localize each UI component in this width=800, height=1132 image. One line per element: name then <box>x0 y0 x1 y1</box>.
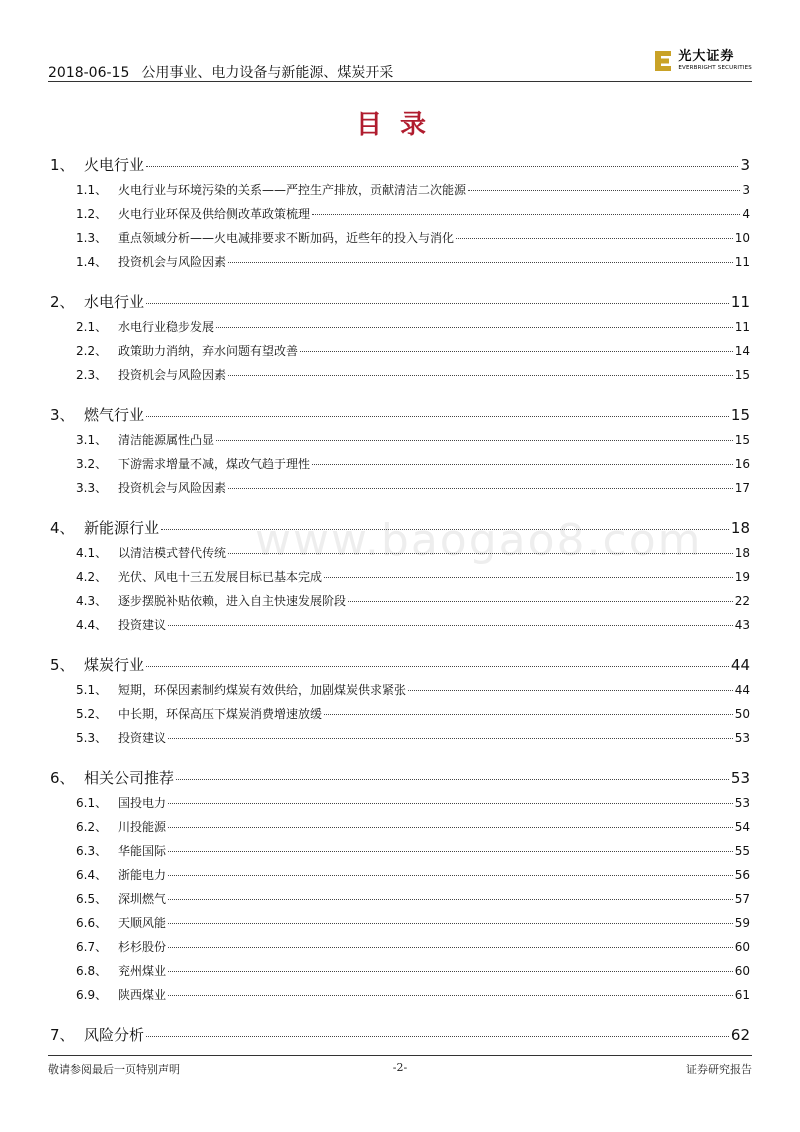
toc-entry-page: 4 <box>742 207 750 221</box>
toc-subsection-entry[interactable] <box>50 866 750 890</box>
toc-entry-page: 53 <box>734 796 750 810</box>
toc-subsection-entry[interactable] <box>50 592 750 616</box>
toc-entry-number: 6.6、 <box>76 916 108 930</box>
page-header <box>48 40 752 80</box>
toc-dot-leader <box>312 464 733 465</box>
toc-dot-leader <box>228 553 733 554</box>
toc-chapter-entry[interactable] <box>50 1024 750 1051</box>
toc-entry-page: 55 <box>734 844 750 858</box>
toc-subsection-entry[interactable] <box>50 914 750 938</box>
table-of-contents <box>50 150 750 1051</box>
toc-entry-number: 5.2、 <box>76 707 108 721</box>
toc-entry-number: 2.1、 <box>76 320 108 334</box>
toc-entry-number: 5.3、 <box>76 731 108 745</box>
toc-entry-page: 15 <box>734 368 750 382</box>
toc-entry-title: 投资机会与风险因素 <box>118 255 227 269</box>
toc-entry-number: 4.2、 <box>76 570 108 584</box>
toc-entry-number: 1.3、 <box>76 231 108 245</box>
toc-section <box>50 291 750 400</box>
toc-subsection-entry[interactable] <box>50 705 750 729</box>
toc-entry-title: 天顺风能 <box>118 916 167 930</box>
toc-entry-title: 新能源行业 <box>84 519 160 537</box>
toc-entry-title: 陕西煤业 <box>118 988 167 1002</box>
toc-dot-leader <box>228 375 733 376</box>
toc-entry-number: 1.4、 <box>76 255 108 269</box>
toc-entry-page: 17 <box>734 481 750 495</box>
toc-subsection-entry[interactable] <box>50 366 750 390</box>
toc-entry-number: 3、 <box>50 406 75 424</box>
toc-entry-title: 逐步摆脱补贴依赖，进入自主快速发展阶段 <box>118 594 347 608</box>
toc-subsection-entry[interactable] <box>50 479 750 503</box>
toc-entry-title: 短期，环保因素制约煤炭有效供给，加剧煤炭供求紧张 <box>118 683 407 697</box>
toc-entry-title: 川投能源 <box>118 820 167 834</box>
toc-entry-page: 44 <box>730 656 750 674</box>
toc-subsection-entry[interactable] <box>50 205 750 229</box>
toc-entry-number: 3.1、 <box>76 433 108 447</box>
toc-entry-title: 清洁能源属性凸显 <box>118 433 215 447</box>
toc-entry-page: 59 <box>734 916 750 930</box>
toc-entry-number: 3.2、 <box>76 457 108 471</box>
page-number: -2- <box>392 1061 408 1074</box>
report-date: 2018-06-15 <box>48 65 130 81</box>
toc-entry-page: 61 <box>734 988 750 1002</box>
toc-entry-page: 10 <box>734 231 750 245</box>
toc-entry-number: 6.9、 <box>76 988 108 1002</box>
toc-entry-number: 2.3、 <box>76 368 108 382</box>
toc-dot-leader <box>146 166 738 167</box>
toc-entry-number: 4.3、 <box>76 594 108 608</box>
toc-dot-leader <box>228 488 733 489</box>
toc-entry-page: 14 <box>734 344 750 358</box>
toc-entry-number: 4.1、 <box>76 546 108 560</box>
toc-subsection-entry[interactable] <box>50 616 750 640</box>
toc-entry-title: 重点领域分析——火电减排要求不断加码，近些年的投入与消化 <box>118 231 455 245</box>
toc-entry-title: 国投电力 <box>118 796 167 810</box>
toc-entry-title: 杉杉股份 <box>118 940 167 954</box>
toc-entry-page: 15 <box>730 406 750 424</box>
toc-subsection-entry[interactable] <box>50 794 750 818</box>
toc-entry-page: 11 <box>734 320 750 334</box>
logo-icon <box>654 50 672 72</box>
toc-entry-title: 华能国际 <box>118 844 167 858</box>
toc-dot-leader <box>168 851 733 852</box>
logo-chinese-name: 光大证券 <box>678 49 735 65</box>
toc-dot-leader <box>312 214 740 215</box>
toc-subsection-entry[interactable] <box>50 229 750 253</box>
toc-chapter-entry[interactable] <box>50 291 750 318</box>
toc-subsection-entry[interactable] <box>50 431 750 455</box>
toc-dot-leader <box>216 440 733 441</box>
toc-entry-title: 水电行业 <box>84 293 145 311</box>
toc-entry-number: 6.3、 <box>76 844 108 858</box>
toc-subsection-entry[interactable] <box>50 253 750 277</box>
toc-entry-number: 6.1、 <box>76 796 108 810</box>
toc-entry-title: 投资机会与风险因素 <box>118 368 227 382</box>
toc-entry-number: 6.4、 <box>76 868 108 882</box>
toc-entry-page: 56 <box>734 868 750 882</box>
toc-dot-leader <box>468 190 740 191</box>
toc-subsection-entry[interactable] <box>50 818 750 842</box>
toc-section <box>50 154 750 287</box>
toc-entry-number: 5.1、 <box>76 683 108 697</box>
toc-entry-number: 1.2、 <box>76 207 108 221</box>
toc-subsection-entry[interactable] <box>50 842 750 866</box>
toc-entry-number: 5、 <box>50 656 75 674</box>
footer-disclaimer: 敬请参阅最后一页特别声明 <box>48 1063 180 1076</box>
toc-subsection-entry[interactable] <box>50 729 750 753</box>
toc-entry-title: 政策助力消纳，弃水问题有望改善 <box>118 344 299 358</box>
toc-entry-number: 6.8、 <box>76 964 108 978</box>
toc-entry-page: 57 <box>734 892 750 906</box>
toc-entry-title: 相关公司推荐 <box>84 769 175 787</box>
toc-entry-title: 燃气行业 <box>84 406 145 424</box>
toc-entry-title: 火电行业与环境污染的关系——严控生产排放，贡献清洁二次能源 <box>118 183 467 197</box>
toc-entry-page: 18 <box>734 546 750 560</box>
header-text <box>48 62 393 82</box>
toc-entry-number: 4、 <box>50 519 75 537</box>
toc-dot-leader <box>168 803 733 804</box>
toc-dot-leader <box>324 577 733 578</box>
toc-entry-page: 53 <box>730 769 750 787</box>
toc-entry-page: 11 <box>734 255 750 269</box>
toc-dot-leader <box>348 601 733 602</box>
toc-entry-page: 50 <box>734 707 750 721</box>
toc-entry-number: 1、 <box>50 156 75 174</box>
toc-entry-page: 3 <box>742 183 750 197</box>
toc-subsection-entry[interactable] <box>50 181 750 205</box>
footer-divider <box>48 1055 752 1056</box>
toc-entry-number: 7、 <box>50 1026 75 1044</box>
toc-section <box>50 1024 750 1051</box>
toc-entry-title: 浙能电力 <box>118 868 167 882</box>
toc-entry-page: 54 <box>734 820 750 834</box>
toc-dot-leader <box>216 327 733 328</box>
toc-dot-leader <box>168 923 733 924</box>
toc-chapter-entry[interactable] <box>50 517 750 544</box>
toc-entry-title: 以清洁模式替代传统 <box>118 546 227 560</box>
toc-dot-leader <box>168 995 733 996</box>
toc-dot-leader <box>168 971 733 972</box>
toc-entry-title: 投资机会与风险因素 <box>118 481 227 495</box>
toc-entry-page: 19 <box>734 570 750 584</box>
toc-entry-page: 11 <box>730 293 750 311</box>
toc-dot-leader <box>146 303 729 304</box>
toc-dot-leader <box>300 351 733 352</box>
toc-dot-leader <box>176 779 729 780</box>
toc-subsection-entry[interactable] <box>50 568 750 592</box>
toc-dot-leader <box>456 238 733 239</box>
toc-dot-leader <box>161 529 729 530</box>
toc-chapter-entry[interactable] <box>50 767 750 794</box>
toc-dot-leader <box>168 947 733 948</box>
logo-english-name: EVERBRIGHT SECURITIES <box>678 65 752 72</box>
toc-entry-page: 60 <box>734 964 750 978</box>
page-title: 目录 <box>355 110 444 140</box>
header-divider <box>48 81 752 82</box>
toc-entry-number: 6、 <box>50 769 75 787</box>
toc-subsection-entry[interactable] <box>50 544 750 568</box>
toc-entry-page: 16 <box>734 457 750 471</box>
toc-subsection-entry[interactable] <box>50 342 750 366</box>
toc-entry-title: 下游需求增量不减，煤改气趋于理性 <box>118 457 311 471</box>
toc-entry-page: 15 <box>734 433 750 447</box>
toc-entry-title: 深圳燃气 <box>118 892 167 906</box>
toc-entry-page: 43 <box>734 618 750 632</box>
toc-entry-title: 中长期，环保高压下煤炭消费增速放缓 <box>118 707 323 721</box>
toc-entry-number: 2、 <box>50 293 75 311</box>
toc-subsection-entry[interactable] <box>50 890 750 914</box>
toc-entry-page: 62 <box>730 1026 750 1044</box>
toc-dot-leader <box>168 875 733 876</box>
toc-section <box>50 654 750 763</box>
toc-entry-number: 1.1、 <box>76 183 108 197</box>
toc-entry-title: 风险分析 <box>84 1026 145 1044</box>
toc-entry-title: 火电行业 <box>84 156 145 174</box>
toc-dot-leader <box>146 1036 729 1037</box>
company-logo <box>654 50 752 72</box>
toc-entry-page: 53 <box>734 731 750 745</box>
toc-dot-leader <box>324 714 733 715</box>
toc-entry-title: 光伏、风电十三五发展目标已基本完成 <box>118 570 323 584</box>
toc-chapter-entry[interactable] <box>50 404 750 431</box>
toc-entry-number: 4.4、 <box>76 618 108 632</box>
toc-section <box>50 404 750 513</box>
toc-section <box>50 767 750 1020</box>
toc-subsection-entry[interactable] <box>50 938 750 962</box>
toc-entry-title: 煤炭行业 <box>84 656 145 674</box>
toc-chapter-entry[interactable] <box>50 154 750 181</box>
toc-entry-page: 18 <box>730 519 750 537</box>
toc-entry-number: 6.7、 <box>76 940 108 954</box>
toc-entry-title: 火电行业环保及供给侧改革政策梳理 <box>118 207 311 221</box>
toc-entry-title: 兖州煤业 <box>118 964 167 978</box>
toc-dot-leader <box>168 625 733 626</box>
toc-dot-leader <box>146 666 729 667</box>
toc-entry-page: 44 <box>734 683 750 697</box>
toc-section <box>50 517 750 650</box>
toc-subsection-entry[interactable] <box>50 455 750 479</box>
toc-dot-leader <box>168 899 733 900</box>
toc-entry-number: 6.2、 <box>76 820 108 834</box>
toc-entry-page: 22 <box>734 594 750 608</box>
toc-dot-leader <box>408 690 733 691</box>
toc-entry-number: 6.5、 <box>76 892 108 906</box>
toc-entry-title: 投资建议 <box>118 731 167 745</box>
toc-dot-leader <box>168 827 733 828</box>
watermark-text: www.baogao8.com <box>255 515 703 566</box>
toc-entry-title: 水电行业稳步发展 <box>118 320 215 334</box>
toc-subsection-entry[interactable] <box>50 962 750 986</box>
toc-chapter-entry[interactable] <box>50 654 750 681</box>
toc-entry-title: 投资建议 <box>118 618 167 632</box>
toc-entry-number: 3.3、 <box>76 481 108 495</box>
toc-entry-number: 2.2、 <box>76 344 108 358</box>
toc-dot-leader <box>168 738 733 739</box>
toc-entry-page: 3 <box>740 156 750 174</box>
toc-dot-leader <box>228 262 733 263</box>
toc-dot-leader <box>146 416 729 417</box>
footer-report-type: 证券研究报告 <box>686 1063 752 1076</box>
toc-subsection-entry[interactable] <box>50 318 750 342</box>
toc-entry-page: 60 <box>734 940 750 954</box>
report-category: 公用事业、电力设备与新能源、煤炭开采 <box>141 65 394 81</box>
toc-subsection-entry[interactable] <box>50 986 750 1010</box>
toc-subsection-entry[interactable] <box>50 681 750 705</box>
